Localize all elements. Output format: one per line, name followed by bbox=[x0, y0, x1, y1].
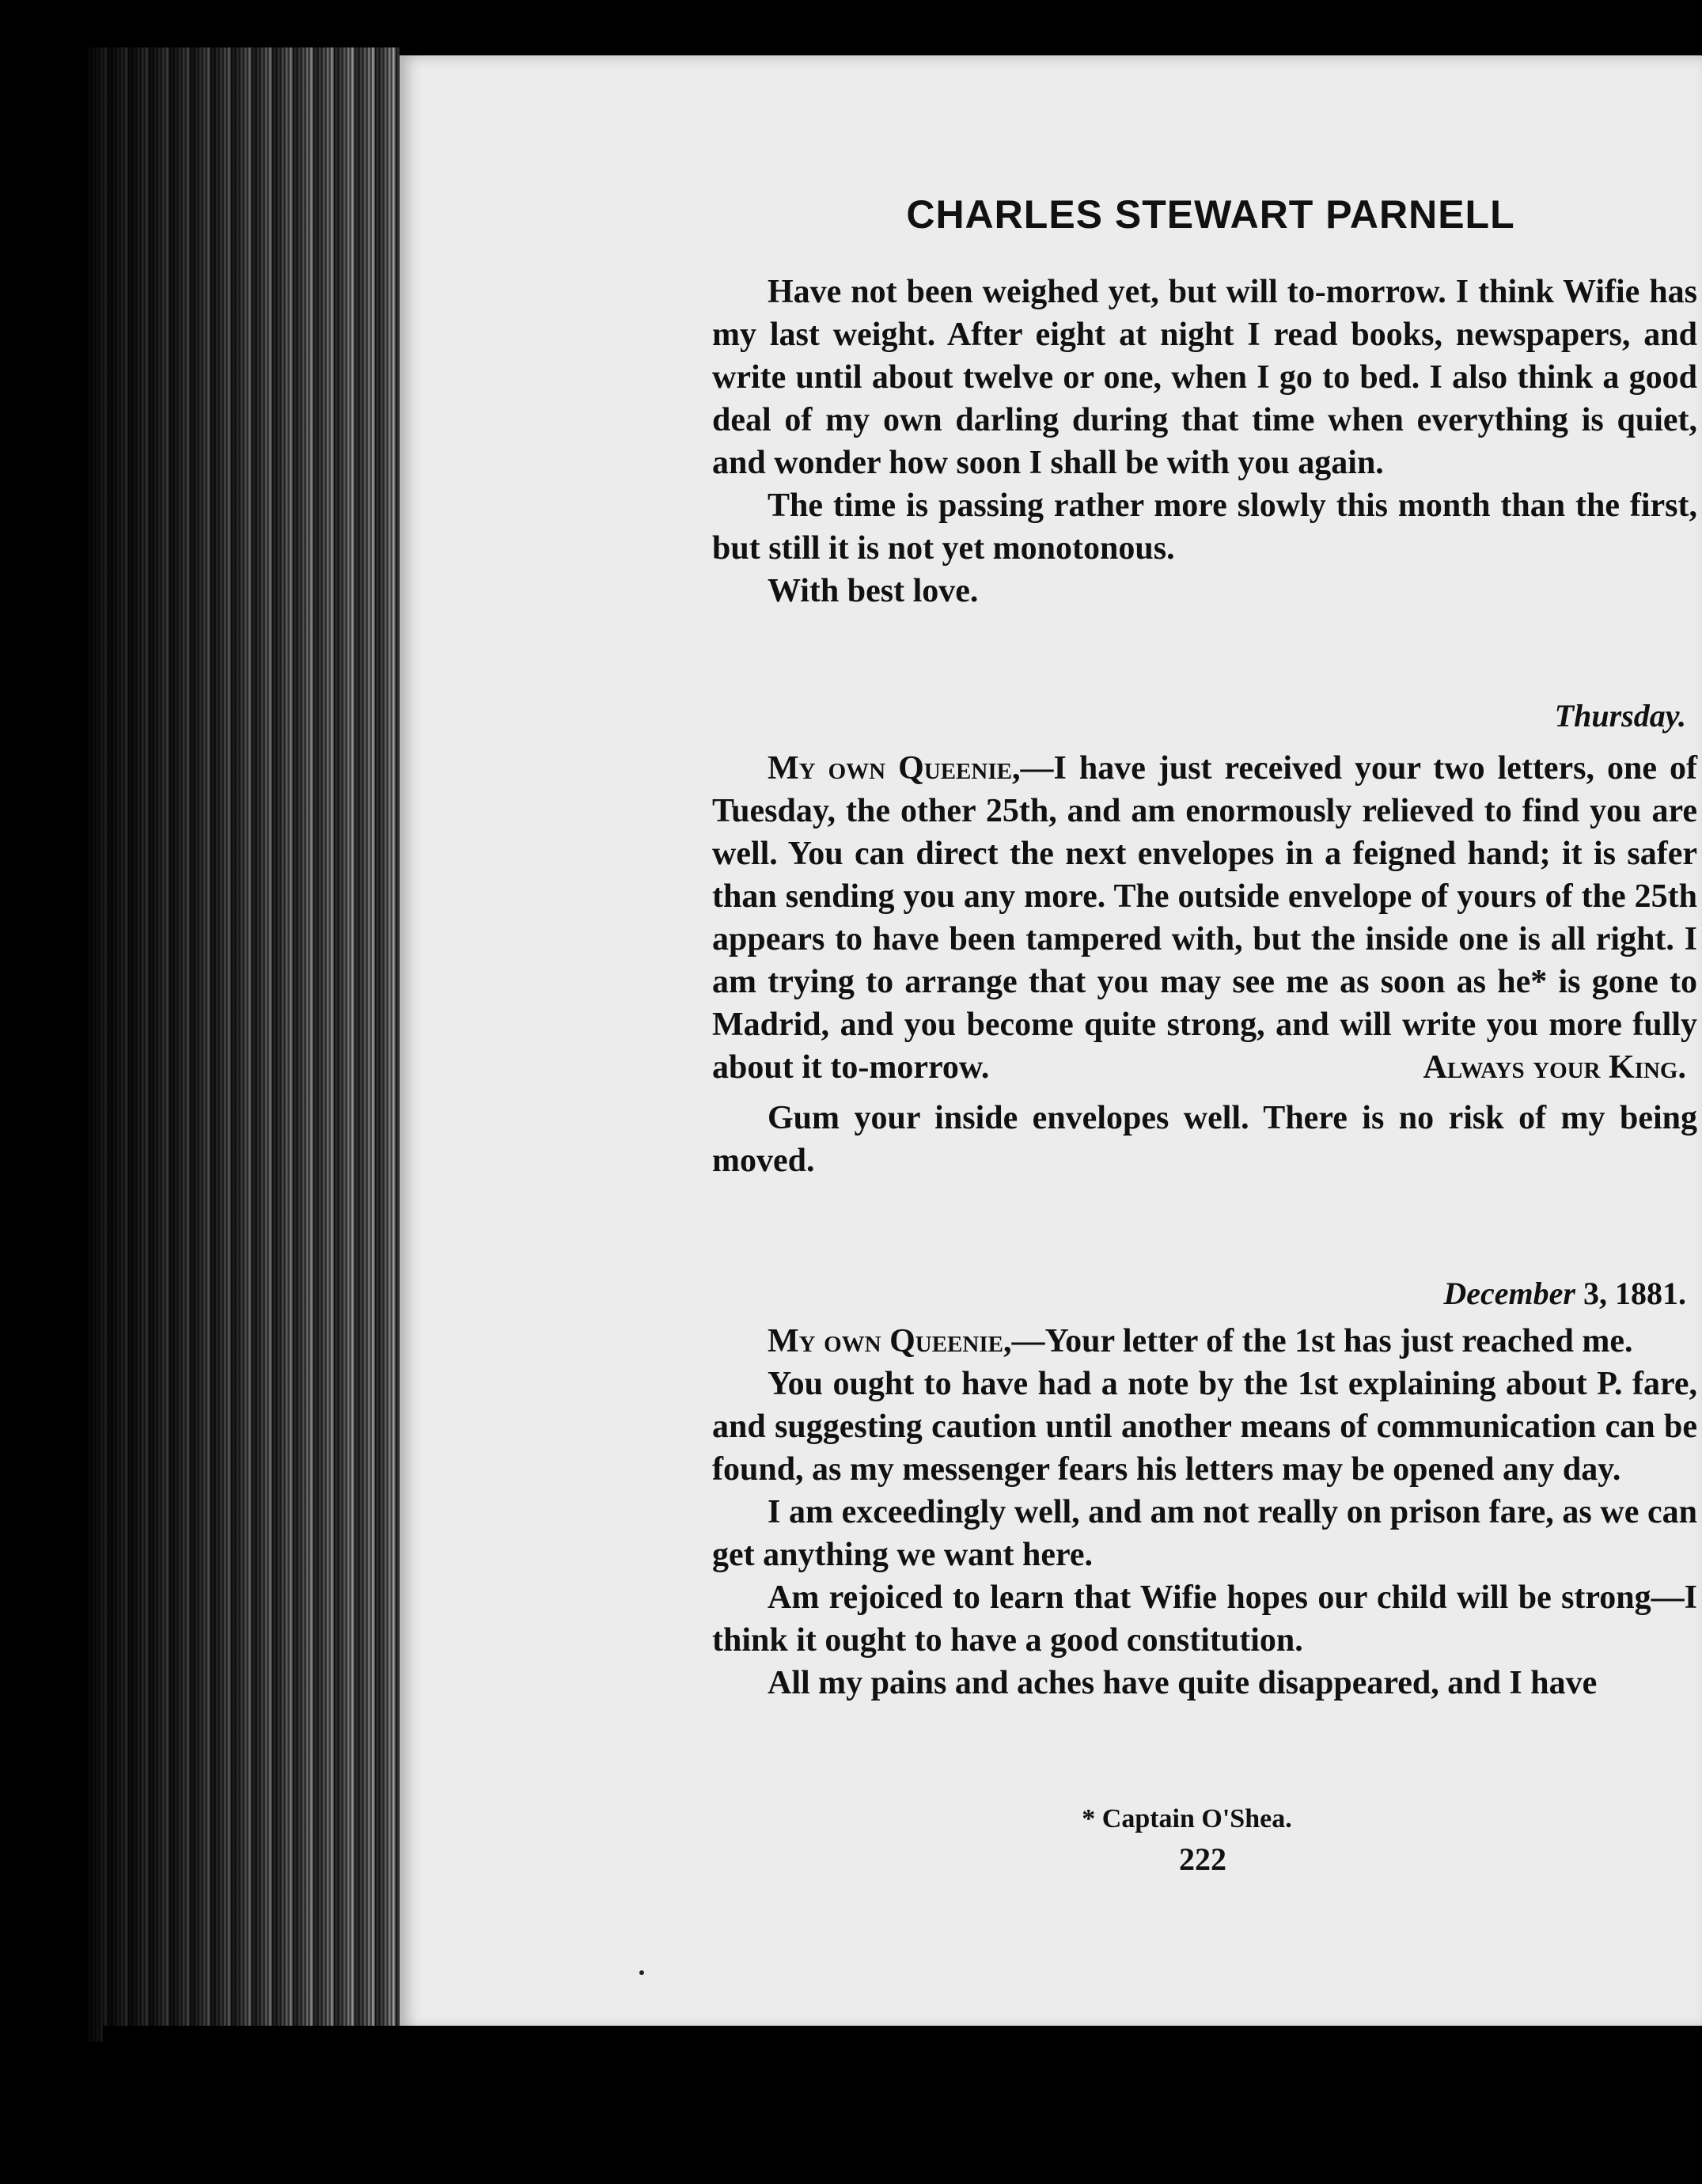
salutation: My own Queenie, bbox=[768, 750, 1021, 787]
dateline-day-year: 3, 1881. bbox=[1583, 1276, 1686, 1311]
salutation: My own Queenie, bbox=[768, 1323, 1012, 1359]
closing-line: With best love. bbox=[768, 573, 979, 609]
scan-border-bottom bbox=[103, 2026, 1702, 2184]
letter-december bbox=[712, 1320, 1697, 1704]
postscript: Gum your inside envelopes well. There is no risk of my being moved. bbox=[712, 1100, 1697, 1179]
letter-body bbox=[712, 747, 1697, 1089]
paragraph: The time is passing rather more slowly this month than the first, but still it is not yet monotonous. bbox=[712, 487, 1697, 567]
paragraph: You ought to have had a note by the 1st explaining about P. fare, and suggesting caution until another means of communication can be found, as my messenger fears his letters may be opened any day. bbox=[712, 1366, 1697, 1488]
footnote: * Captain O'Shea. bbox=[1082, 1804, 1292, 1833]
signature: Always your King. bbox=[1423, 1049, 1686, 1086]
running-head: CHARLES STEWART PARNELL bbox=[906, 192, 1515, 237]
letter-dateline-block bbox=[712, 1269, 1697, 1317]
letter-thursday bbox=[712, 747, 1697, 1182]
letter-dateline: Thursday. bbox=[1554, 698, 1686, 734]
letter-body-text: —I have just received your two letters, one of Tuesday, the other 25th, and am enormously relieved to find you are well. You can direct the next envelopes in a feigned hand; it is safer than sending you any more. The outside envelope of yours of the 25th appears to have been tampered with, but the inside one is all right. I am trying to arrange that you may see me as soon as he* is gone to Madrid, and you become quite strong, and will write you more fully about it to-morrow. bbox=[712, 750, 1698, 1086]
paragraph: All my pains and aches have quite disappeared, and I have bbox=[768, 1665, 1598, 1701]
paragraph: I am exceedingly well, and am not really on prison fare, as we can get anything we want here. bbox=[712, 1494, 1697, 1573]
letter-opening-text: —Your letter of the 1st has just reached me. bbox=[1011, 1323, 1633, 1359]
paragraph: Have not been weighed yet, but will to-morrow. I think Wifie has my last weight. After eight at night I read books, newspapers, and write until about twelve or one, when I go to bed. I also think a good deal of my own darling during that time when everything is quiet, and wonder how soon I shall be with you again. bbox=[712, 274, 1697, 481]
book-page-edges-shadow bbox=[87, 47, 400, 2042]
section-continuation bbox=[712, 271, 1697, 612]
dateline-month: December bbox=[1443, 1276, 1575, 1311]
page-number: 222 bbox=[1179, 1841, 1226, 1877]
letter-opening bbox=[712, 1320, 1697, 1363]
scan-dust-speck bbox=[639, 1970, 644, 1975]
letter-dateline bbox=[1443, 1272, 1686, 1315]
letter-dateline-block bbox=[712, 692, 1697, 739]
paragraph: Am rejoiced to learn that Wifie hopes our child will be strong—I think it ought to have a good constitution. bbox=[712, 1579, 1697, 1659]
